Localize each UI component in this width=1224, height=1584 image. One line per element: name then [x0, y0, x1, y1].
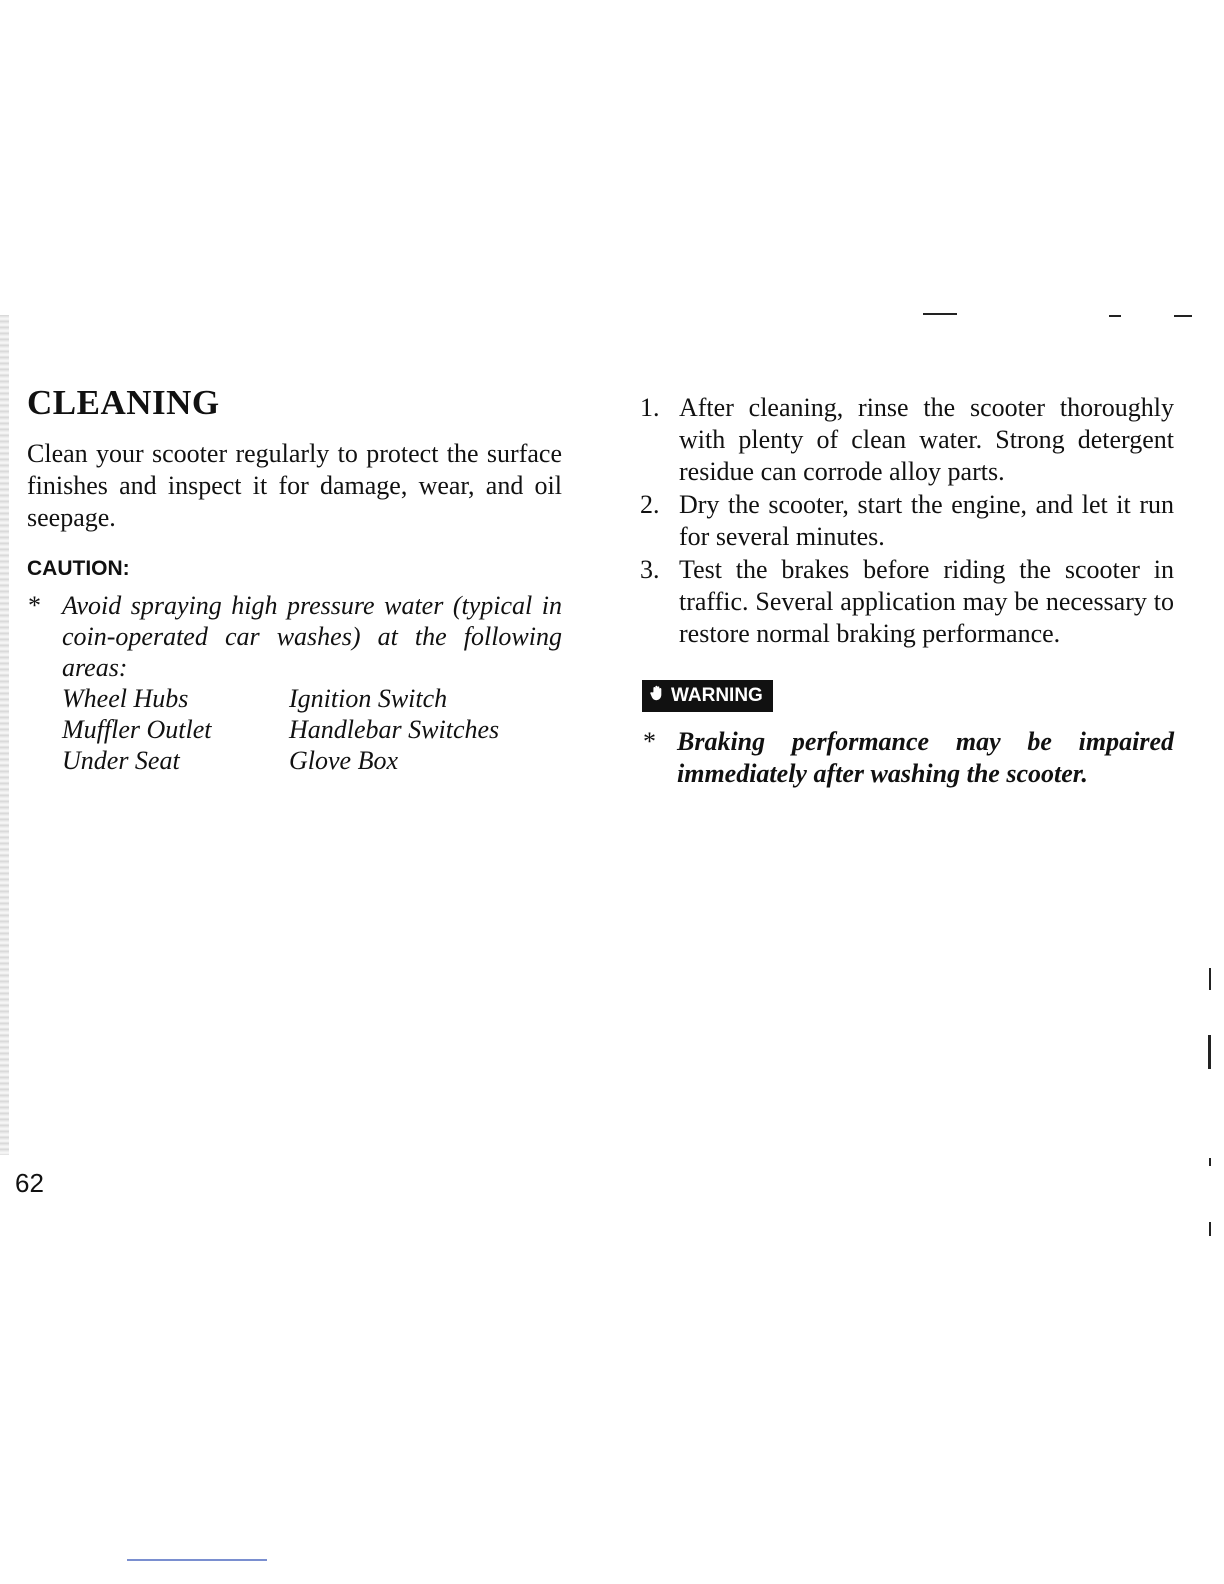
caution-label: CAUTION: [27, 557, 130, 580]
steps-list [640, 392, 1174, 650]
left-column [27, 380, 562, 776]
step-text: Test the brakes before riding the scooter in traffic. Several application may be necessary to restore normal braking performance. [679, 555, 1174, 648]
section-title: CLEANING [27, 383, 220, 422]
right-column [640, 392, 1174, 790]
intro-paragraph: Clean your scooter regularly to protect the surface finishes and inspect it for damage, wear, and oil seepage. [27, 439, 562, 532]
areas-list [62, 683, 562, 776]
step-text: Dry the scooter, start the engine, and let it run for several minutes. [679, 490, 1174, 551]
step-text: After cleaning, rinse the scooter thoroughly with plenty of clean water. Strong detergent residue can corrode alloy parts. [679, 393, 1174, 486]
area-item: Glove Box [289, 746, 399, 775]
page-number: 62 [15, 1168, 44, 1198]
step-item [640, 392, 1174, 488]
warning-bullet [640, 726, 1174, 790]
scan-mark [1109, 315, 1121, 317]
step-item [640, 489, 1174, 553]
scan-mark [1208, 1035, 1211, 1069]
area-item: Wheel Hubs [62, 684, 189, 713]
caution-text: Avoid spraying high pressure water (typical in coin-operated car washes) at the following areas: [62, 591, 562, 682]
bullet-asterisk: * [28, 591, 41, 620]
warning-badge [642, 680, 773, 712]
area-item: Ignition Switch [289, 684, 448, 713]
hand-icon [648, 684, 666, 708]
area-item: Handlebar Switches [289, 715, 500, 744]
area-item: Under Seat [62, 746, 180, 775]
area-item: Muffler Outlet [62, 715, 212, 744]
bullet-asterisk: * [643, 727, 656, 756]
scan-edge-artifact [0, 315, 9, 1155]
scan-mark [1174, 315, 1192, 317]
warning-label: WARNING [671, 685, 763, 706]
scan-mark [1209, 1222, 1211, 1236]
step-number: 3. [640, 555, 660, 584]
step-item [640, 554, 1174, 650]
step-number: 2. [640, 490, 660, 519]
caution-bullet [27, 590, 562, 683]
warning-text: Braking performance may be impaired immediately after washing the scooter. [677, 727, 1174, 788]
step-number: 1. [640, 393, 660, 422]
scan-mark [1209, 968, 1211, 990]
bottom-rule [127, 1559, 267, 1561]
scan-mark [923, 313, 957, 315]
scan-mark [1209, 1158, 1211, 1166]
